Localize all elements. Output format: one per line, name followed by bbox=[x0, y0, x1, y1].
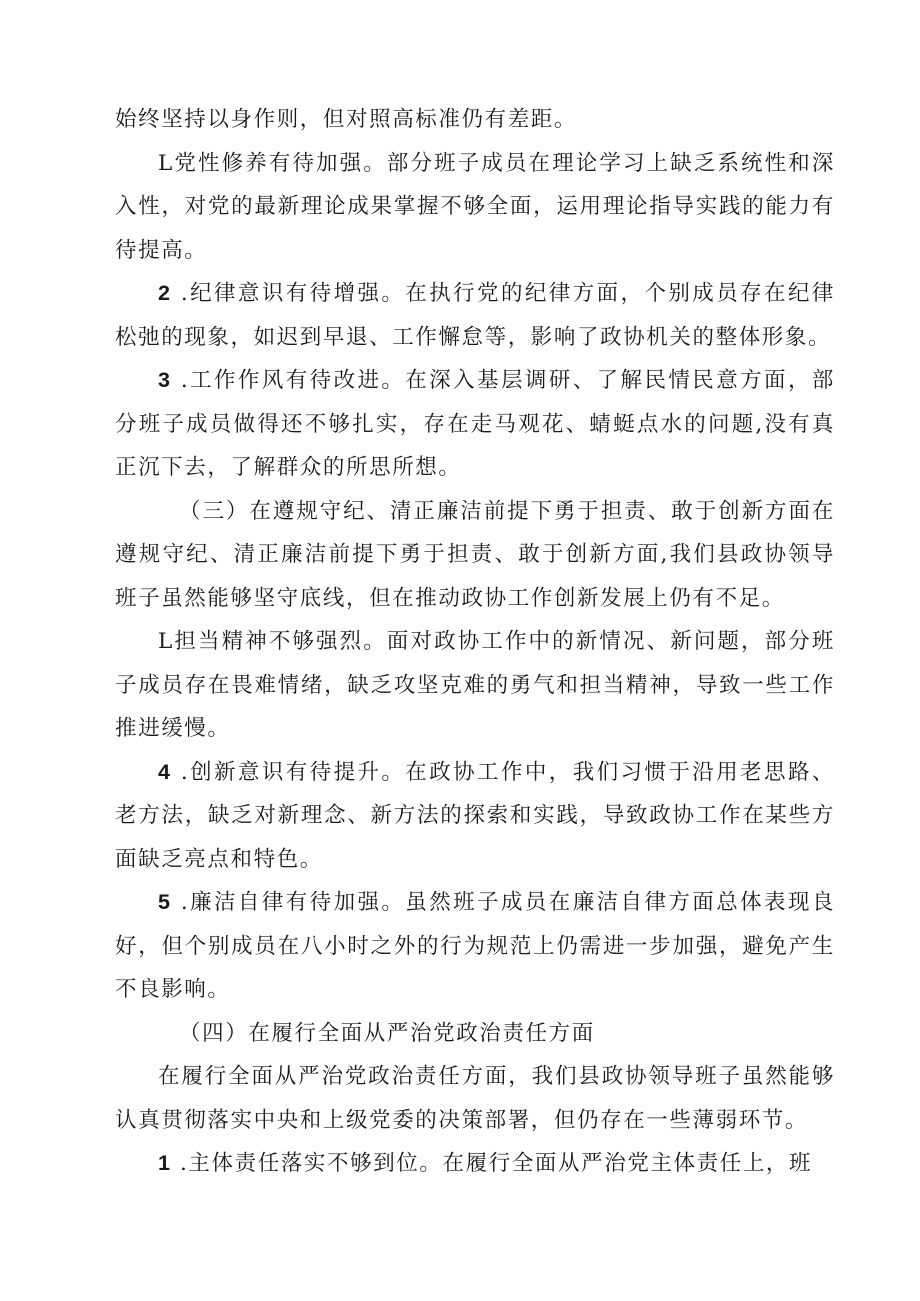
section-heading-four bbox=[115, 1012, 835, 1056]
paragraph-work-style bbox=[115, 359, 835, 490]
paragraph-text: .主体责任落实不够到位。在履行全面从严治党主体责任上，班 bbox=[171, 1151, 813, 1176]
paragraph-text: 始终坚持以身作则，但对照高标准仍有差距。 bbox=[115, 107, 578, 132]
paragraph-strict-governance bbox=[115, 1055, 835, 1142]
paragraph-continuation bbox=[115, 98, 835, 142]
paragraph-text: .廉洁自律有待加强。虽然班子成员在廉洁自律方面总体表现良好，但个别成员在八小时之外的行为规范上仍需进一步加强，避免产生不良影响。 bbox=[115, 890, 835, 1002]
paragraph-text: 在履行全面从严治党政治责任方面，我们县政协领导班子虽然能够认真贯彻落实中央和上级党委的决策部署，但仍存在一些薄弱环节。 bbox=[115, 1064, 835, 1133]
section-heading-three bbox=[115, 490, 835, 621]
item-number: 3 bbox=[158, 368, 172, 392]
paragraph-innovation bbox=[115, 751, 835, 882]
paragraph-party-cultivation bbox=[115, 142, 835, 273]
paragraph-discipline bbox=[115, 272, 835, 359]
paragraph-responsibility bbox=[115, 620, 835, 751]
item-number: 2 bbox=[158, 281, 172, 305]
paragraph-main-responsibility bbox=[115, 1142, 835, 1186]
paragraph-text: .工作作风有待改进。在深入基层调研、了解民情民意方面，部分班子成员做得还不够扎实，存在走马观花、蜻蜓点水的问题,没有真正沉下去，了解群众的所思所想。 bbox=[115, 368, 835, 480]
item-number: 4 bbox=[158, 759, 172, 784]
item-number: 1 bbox=[158, 1151, 172, 1175]
item-number: 5 bbox=[158, 890, 172, 914]
heading-text: （三）在遵规守纪、清正廉洁前提下勇于担责、敢于创新方面在遵规守纪、清正廉洁前提下勇于担责、敢于创新方面,我们县政协领导班子虽然能够坚守底线，但在推动政协工作创新发展上仍有不足。 bbox=[115, 498, 835, 611]
paragraph-text: .创新意识有待提升。在政协工作中，我们习惯于沿用老思路、老方法，缺乏对新理念、新方法的探索和实践，导致政协工作在某些方面缺乏亮点和特色。 bbox=[115, 759, 835, 872]
paragraph-text: L党性修养有待加强。部分班子成员在理论学习上缺乏系统性和深入性，对党的最新理论成果掌握不够全面，运用理论指导实践的能力有待提高。 bbox=[115, 150, 835, 263]
paragraph-integrity bbox=[115, 881, 835, 1012]
heading-text: （四）在履行全面从严治党政治责任方面 bbox=[179, 1020, 595, 1046]
document-body bbox=[115, 98, 835, 1186]
paragraph-text: L担当精神不够强烈。面对政协工作中的新情况、新问题，部分班子成员存在畏难情绪，缺乏攻坚克难的勇气和担当精神，导致一些工作推进缓慢。 bbox=[115, 629, 835, 741]
paragraph-text: .纪律意识有待增强。在执行党的纪律方面，个别成员存在纪律松弛的现象，如迟到早退、工作懈怠等，影响了政协机关的整体形象。 bbox=[115, 281, 835, 350]
